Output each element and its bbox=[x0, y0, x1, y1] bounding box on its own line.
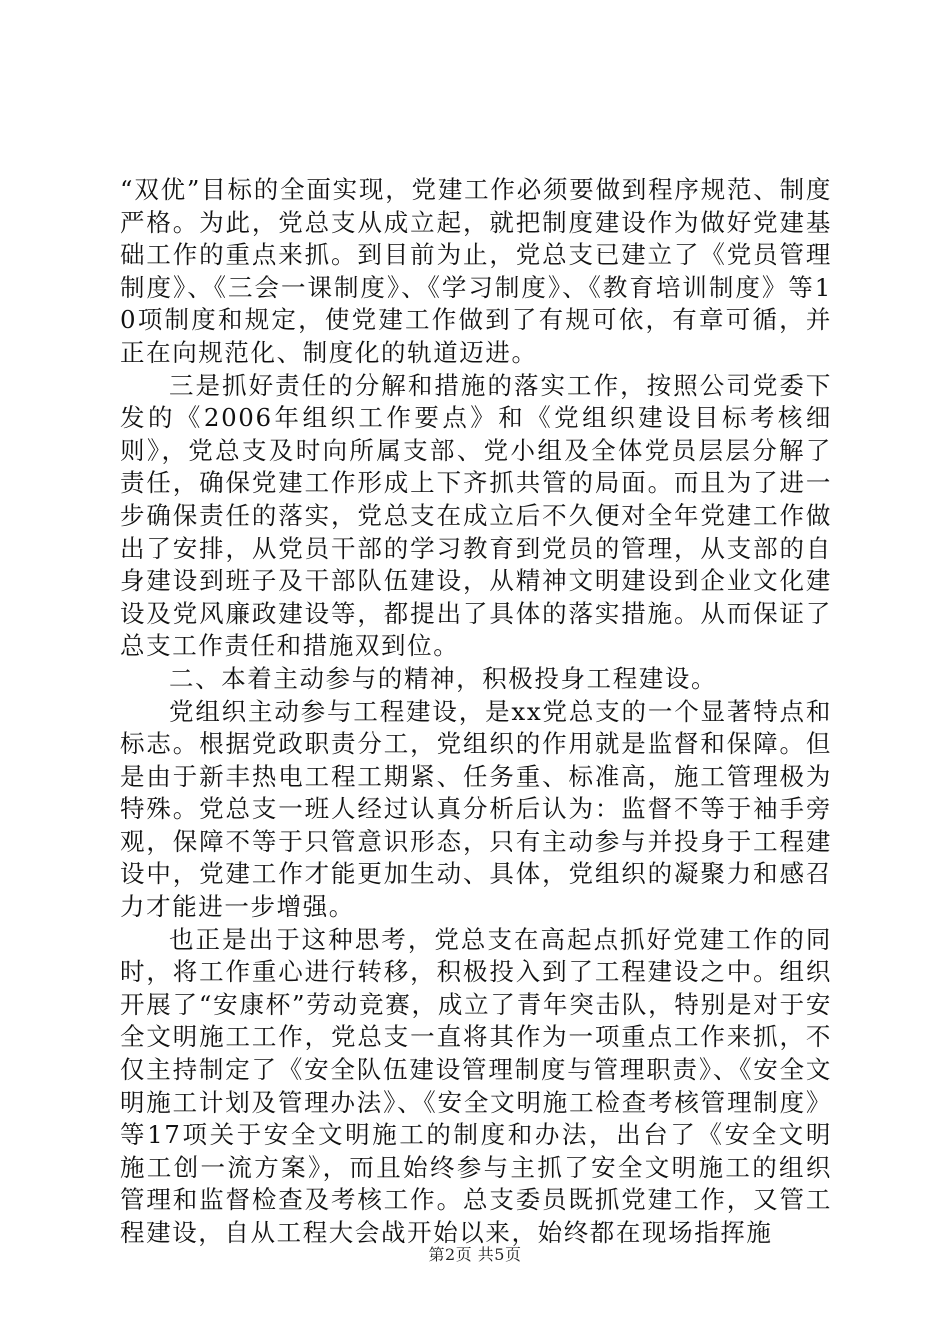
section-heading-2: 二、本着主动参与的精神，积极投身工程建设。 bbox=[169, 663, 718, 693]
paragraph-participation: 党组织主动参与工程建设，是xx党总支的一个显著特点和标志。根据党政职责分工，党组织的作用就是监督和保障。但是由于新丰热电工程工期紧、任务重、标准高，施工管理极为特殊。党总支一班人经过认真分析后认为：监督不等于袖手旁观，保障不等于只管意识形态，只有主动参与并投身于工程建设中，党建工作才能更加生动、具体，党组织的凝聚力和感召力才能进一步增强。 bbox=[120, 696, 832, 922]
page-number-footer: 第2页 共5页 bbox=[428, 1245, 522, 1264]
paragraph-responsibility: 三是抓好责任的分解和措施的落实工作，按照公司党委下发的《2006年组织工作要点》和《党组织建设目标考核细则》，党总支及时向所属支部、党小组及全体党员层层分解了责任，确保党建工作形成上下齐抓共管的局面。而且为了进一步确保责任的落实，党总支在成立后不久便对全年党建工作做出了安排，从党员干部的学习教育到党员的管理，从支部的自身建设到班子及干部队伍建设，从精神文明建设到企业文化建设及党风廉政建设等，都提出了具体的落实措施。从而保证了总支工作责任和措施双到位。 bbox=[120, 370, 832, 661]
document-body bbox=[120, 174, 832, 1250]
paragraph-work-shift: 也正是出于这种思考，党总支在高起点抓好党建工作的同时，将工作重心进行转移，积极投入到了工程建设之中。组织开展了“安康杯”劳动竞赛，成立了青年突击队，特别是对于安全文明施工工作，党总支一直将其作为一项重点工作来抓，不仅主持制定了《安全队伍建设管理制度与管理职责》、《安全文明施工计划及管理办法》、《安全文明施工检查考核管理制度》等17项关于安全文明施工的制度和办法，出台了《安全文明施工创一流方案》，而且始终参与主抓了安全文明施工的组织管理和监督检查及考核工作。总支委员既抓党建工作，又管工程建设，自从工程大会战开始以来，始终都在现场指挥施 bbox=[120, 924, 832, 1247]
paragraph-continuation: “双优”目标的全面实现，党建工作必须要做到程序规范、制度严格。为此，党总支从成立起，就把制度建设作为做好党建基础工作的重点来抓。到目前为止，党总支已建立了《党员管理制度》、《三会一课制度》、《学习制度》、《教育培训制度》等10项制度和规定，使党建工作做到了有规可依，有章可循，并正在向规范化、制度化的轨道迈进。 bbox=[120, 175, 832, 367]
